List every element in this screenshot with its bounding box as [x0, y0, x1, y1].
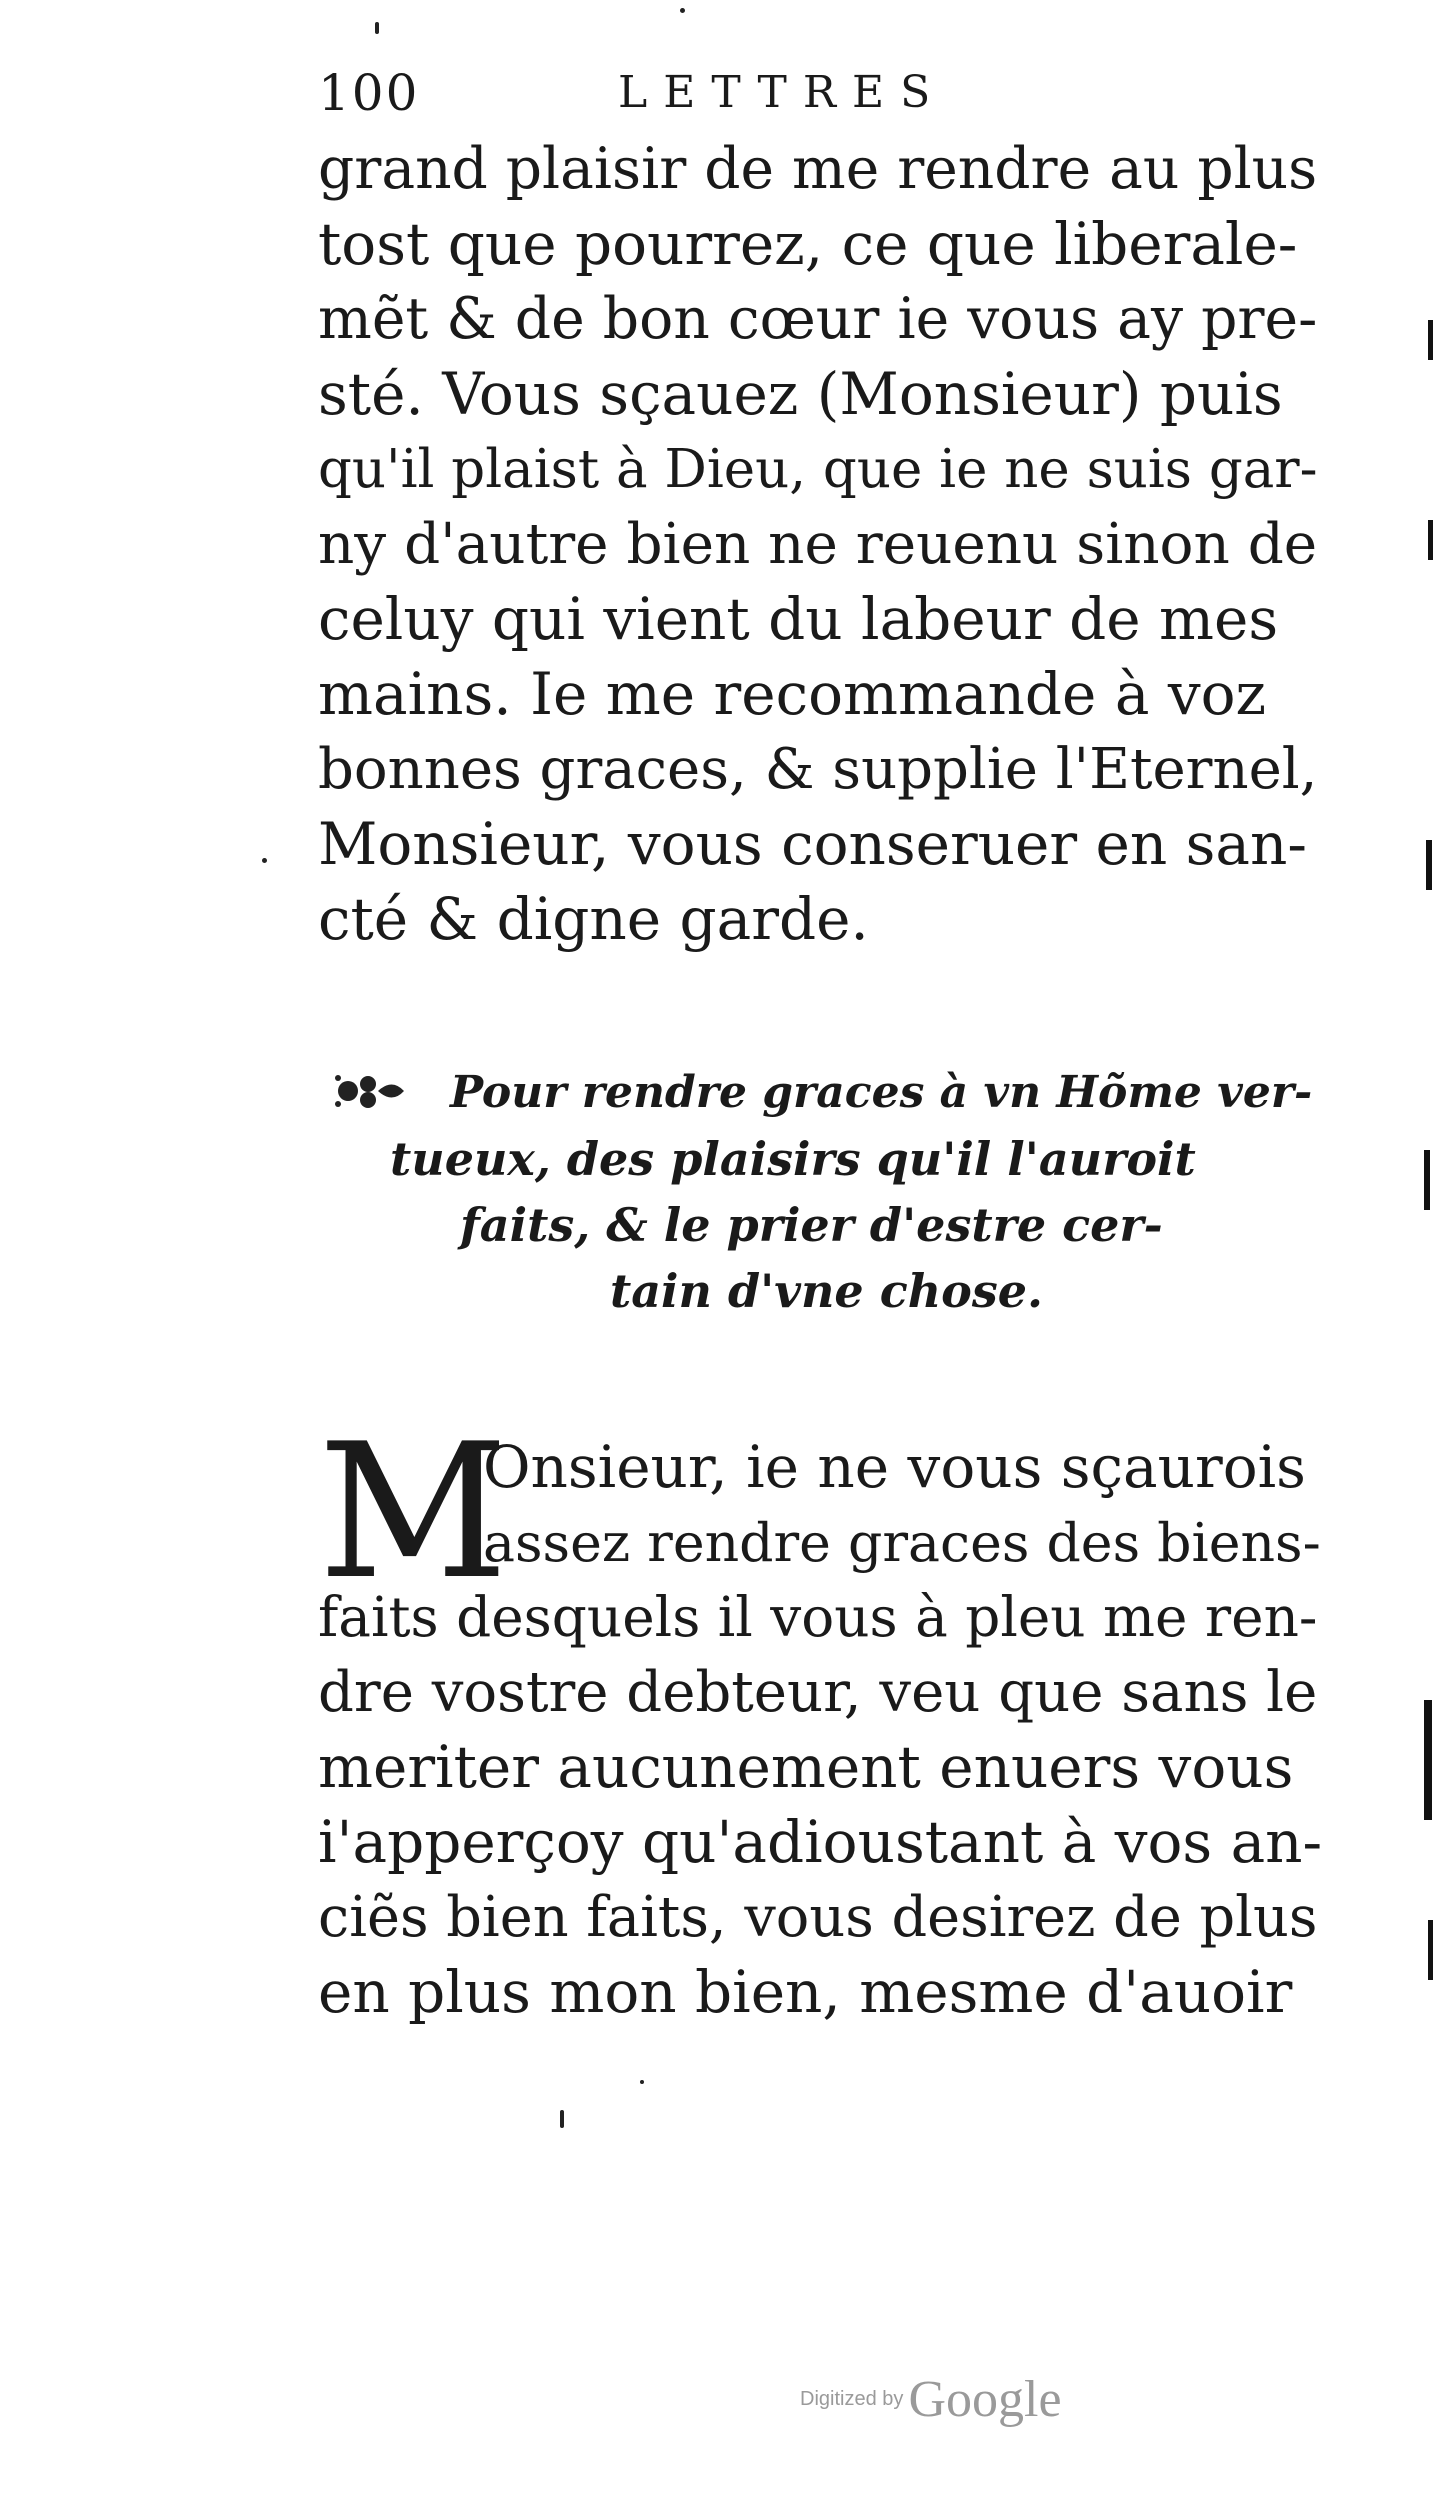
page-number: 100: [318, 64, 420, 122]
ink-speck: [640, 2080, 644, 2084]
drop-cap: M: [318, 1403, 509, 1620]
text-line: cté & digne garde.: [318, 885, 869, 953]
ink-speck: [262, 858, 267, 863]
text-line: faits desquels il vous à pleu me ren-: [318, 1585, 1318, 1649]
text-line: assez rendre graces des biens-: [483, 1511, 1321, 1574]
text-line: tost que pourrez, ce que liberale-: [318, 210, 1298, 278]
digitized-by-google-watermark: [800, 2370, 1120, 2430]
text-line: ny d'autre bien ne reuenu sinon de: [318, 512, 1318, 577]
text-line: celuy qui vient du labeur de mes: [318, 585, 1279, 653]
page-edge-mark: [1426, 840, 1432, 890]
text-line: dre vostre debteur, veu que sans le: [318, 1660, 1318, 1725]
page-edge-mark: [1428, 1920, 1433, 1980]
fleuron-ornament-icon: [330, 1066, 410, 1116]
page-edge-mark: [1424, 1150, 1430, 1210]
text-line: en plus mon bien, mesme d'auoir: [318, 1958, 1293, 2026]
ink-speck: [375, 22, 379, 34]
text-line: qu'il plaist à Dieu, que ie ne suis gar-: [318, 439, 1318, 500]
ink-speck: [680, 8, 685, 13]
text-line: Onsieur, ie ne vous sçaurois: [483, 1433, 1306, 1501]
text-line: mẽt & de bon cœur ie vous ay pre-: [318, 286, 1318, 352]
heading-line: tain d'vne chose.: [610, 1264, 1044, 1318]
page-edge-mark: [1424, 1700, 1432, 1820]
text-line: sté. Vous sçauez (Monsieur) puis: [318, 360, 1283, 428]
text-line: Monsieur, vous conseruer en san-: [318, 810, 1307, 878]
watermark-prefix: Digitized by: [800, 2388, 904, 2410]
page-edge-mark: [1428, 520, 1433, 560]
heading-line: faits, & le prier d'estre cer-: [460, 1198, 1163, 1252]
text-line: bonnes graces, & supplie l'Eternel,: [318, 737, 1318, 802]
heading-line: tueux, des plaisirs qu'il l'auroit: [390, 1132, 1196, 1186]
paragraph-2: [318, 1403, 1338, 2030]
running-title: LETTRES: [618, 67, 947, 118]
text-line: grand plaisir de me rendre au plus: [318, 136, 1318, 202]
text-line: mains. Ie me recommande à voz: [318, 660, 1267, 728]
paragraph-1: [318, 132, 1338, 957]
heading-line: Pour rendre graces à vn Hõme ver-: [450, 1067, 1313, 1118]
ink-speck: [560, 2110, 564, 2128]
text-line: ciẽs bien faits, vous desirez de plus: [318, 1885, 1318, 1950]
text-line: i'apperçoy qu'adioustant à vos an-: [318, 1808, 1323, 1876]
page-edge-mark: [1428, 320, 1433, 360]
letter-heading: [330, 1060, 1330, 1324]
text-line: meriter aucunement enuers vous: [318, 1733, 1294, 1801]
watermark-brand: Google: [908, 2371, 1062, 2428]
